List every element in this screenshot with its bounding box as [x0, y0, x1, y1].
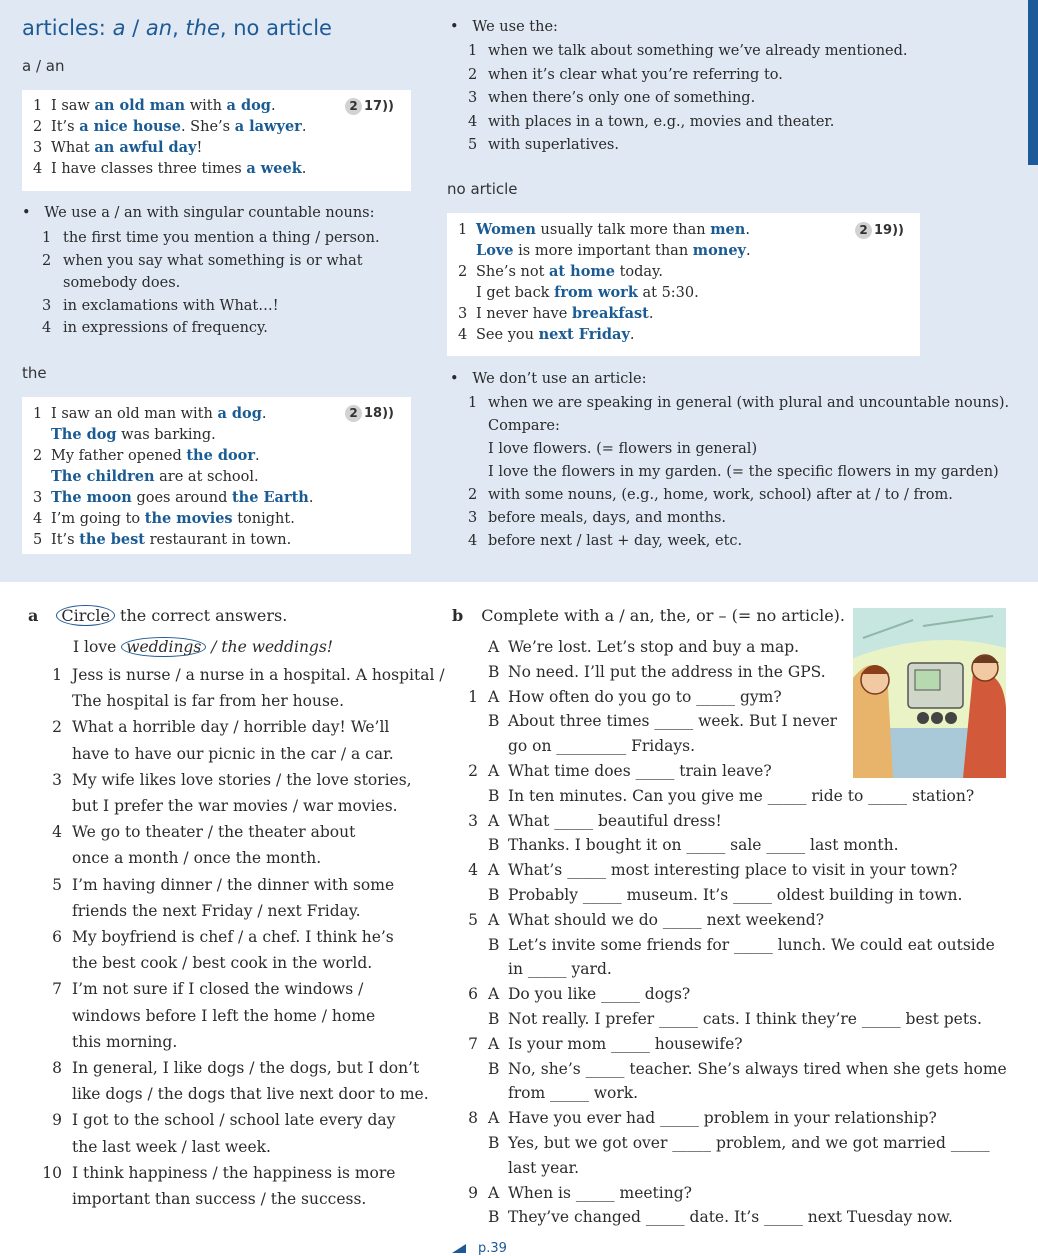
speaker-label: A — [488, 1034, 500, 1053]
highlighted-article-phrase: a dog — [217, 405, 262, 422]
example-text: . She’s — [180, 119, 235, 135]
item-text[interactable]: Do you like _____ dogs? — [508, 985, 691, 1004]
example-text: are at school. — [154, 469, 259, 485]
item-text: the last week / last week. — [72, 1137, 271, 1156]
audio-track-19[interactable]: 2 19)) — [855, 222, 904, 239]
example-line — [33, 446, 260, 466]
example-line — [33, 425, 216, 445]
example-line — [33, 96, 276, 116]
rule-line — [468, 508, 726, 528]
exercise-b-item — [454, 1083, 638, 1103]
item-number: 6 — [468, 985, 478, 1004]
exercise-a-item — [38, 822, 355, 842]
highlighted-article-phrase: an awful day — [94, 139, 197, 156]
item-text[interactable]: from _____ work. — [508, 1084, 639, 1103]
exercise-b-item — [454, 835, 899, 855]
item-text[interactable]: Let’s invite some friends for _____ lunch. We could eat outside — [508, 935, 995, 954]
exercise-b-item — [454, 1009, 982, 1029]
item-number: 2 — [468, 762, 478, 780]
example-number: 1 — [33, 406, 43, 422]
exercise-a-item — [38, 848, 321, 868]
exercise-b-item — [454, 662, 826, 682]
item-text: The hospital is far from her house. — [72, 692, 345, 711]
speaker-label: B — [488, 935, 500, 954]
item-text[interactable]: Probably _____ museum. It’s _____ oldest building in town. — [508, 886, 963, 904]
example-text: goes around — [131, 490, 232, 506]
exercise-b-item — [454, 959, 612, 979]
exercise-a-item — [38, 875, 394, 895]
speaker-label: A — [488, 985, 500, 1004]
rule-line — [468, 65, 783, 85]
item-text: I think happiness / the happiness is more — [72, 1163, 396, 1182]
example-number: 3 — [33, 140, 43, 156]
item-text[interactable]: What should we do _____ next weekend? — [508, 910, 825, 929]
exercise-b-item — [454, 736, 695, 756]
speaker-label: A — [488, 811, 500, 830]
example-line — [458, 325, 635, 345]
item-text: once a month / once the month. — [72, 849, 322, 868]
highlighted-article-phrase: from work — [554, 284, 638, 301]
rule-text: somebody does. — [63, 275, 181, 291]
rule-number: 4 — [42, 320, 52, 336]
exercise-a-item — [38, 953, 372, 973]
exercise-b-item — [454, 1034, 743, 1054]
example-line — [33, 138, 202, 158]
example-text: today. — [614, 264, 663, 280]
rule-line — [468, 439, 757, 459]
exercise-b-item — [454, 786, 974, 806]
rule-number: 4 — [468, 533, 478, 549]
example-line — [33, 509, 295, 529]
example-text: . — [308, 490, 314, 506]
speaker-label: B — [488, 1059, 500, 1078]
page-title: articles: a / an, the, no article — [22, 16, 332, 40]
item-number: 3 — [468, 811, 478, 830]
item-text[interactable]: Not really. I prefer _____ cats. I think they’re _____ best pets. — [508, 1010, 982, 1028]
item-text[interactable]: Thanks. I bought it on _____ sale _____ last month. — [508, 836, 899, 855]
exercise-a-item — [38, 1006, 375, 1026]
rule-line — [468, 462, 999, 482]
rule-number: 1 — [42, 230, 52, 246]
item-text: but I prefer the war movies / war movies. — [72, 797, 398, 815]
exercise-a-item — [38, 665, 445, 685]
exercise-b-item — [454, 637, 799, 657]
rule-text: before meals, days, and months. — [488, 510, 727, 526]
rule-line — [468, 41, 908, 61]
item-number: 10 — [42, 1163, 62, 1182]
example-text: . — [629, 327, 635, 343]
highlighted-article-phrase: at home — [549, 263, 615, 280]
highlighted-article-phrase: an old man — [94, 97, 186, 114]
item-text[interactable]: When is _____ meeting? — [508, 1183, 692, 1202]
example-text: ! — [196, 140, 203, 156]
rule-line — [468, 112, 834, 132]
item-text: I’m not sure if I closed the windows / — [72, 980, 364, 999]
example-line — [33, 159, 306, 179]
speaker-label: B — [488, 886, 500, 904]
exercise-b-item — [454, 711, 837, 731]
exercise-b-item — [454, 811, 722, 831]
example-text: I saw — [51, 98, 95, 114]
item-number: 1 — [52, 666, 62, 684]
highlighted-article-phrase: the movies — [144, 510, 233, 527]
speaker-label: B — [488, 786, 500, 805]
item-text[interactable]: What’s _____ most interesting place to visit in your town? — [508, 861, 958, 880]
rule-text: when we talk about something we’ve already mentioned. — [488, 43, 908, 59]
example-number: 4 — [458, 327, 468, 343]
example-text: . — [261, 406, 267, 422]
rule-text: I love flowers. (= flowers in general) — [488, 441, 758, 457]
rule-number: 1 — [468, 395, 478, 411]
example-text: . — [255, 448, 260, 464]
example-text: It’s — [51, 532, 80, 548]
the-rule-intro: • We use the: — [450, 19, 558, 35]
item-number: 3 — [52, 770, 62, 789]
item-text[interactable]: Yes, but we got over _____ problem, and we got married _____ — [508, 1134, 990, 1152]
highlighted-article-phrase: breakfast — [571, 305, 649, 322]
rule-line — [42, 228, 380, 248]
exercise-b-item — [454, 1108, 937, 1128]
exercise-a-item — [38, 691, 344, 711]
item-text: We go to theater / the theater about — [72, 823, 356, 842]
page-edge-tab — [1028, 0, 1038, 165]
example-text: . — [301, 119, 307, 135]
exercise-b-item — [454, 687, 782, 707]
highlighted-article-phrase: The dog — [51, 426, 117, 443]
example-text: . — [648, 306, 654, 322]
item-text[interactable]: In ten minutes. Can you give me _____ ride to _____ station? — [508, 786, 975, 805]
rule-text: I love the flowers in my garden. (= the specific flowers in my garden) — [488, 464, 999, 480]
example-number: 1 — [458, 222, 468, 238]
audio-track-17[interactable]: 2 17)) — [345, 98, 394, 115]
item-text[interactable]: Is your mom _____ housewife? — [508, 1034, 743, 1053]
exercise-a-item — [38, 717, 389, 737]
cd-icon: 2 — [345, 405, 362, 422]
rule-number: 2 — [468, 487, 478, 503]
page-arrow-icon — [452, 1244, 466, 1253]
item-text[interactable]: We’re lost. Let’s stop and buy a map. — [508, 638, 800, 656]
exercise-a-item — [38, 1110, 395, 1130]
exercise-b-item — [454, 1183, 692, 1203]
rule-text: Compare: — [488, 418, 560, 434]
example-number: 4 — [33, 161, 43, 177]
rule-line — [42, 318, 268, 338]
example-text: It’s — [51, 119, 80, 135]
speaker-label: A — [488, 861, 500, 880]
example-line — [458, 262, 663, 282]
example-text: . — [745, 243, 751, 259]
exercise-a-item — [38, 796, 398, 816]
rule-number: 3 — [468, 510, 478, 526]
rule-line — [42, 251, 363, 271]
exercise-a-example: I love weddings / the weddings! — [73, 638, 334, 656]
speaker-label: A — [488, 687, 500, 706]
example-text: I have classes three times — [51, 161, 247, 177]
speaker-label: B — [488, 1208, 500, 1227]
item-text[interactable]: What _____ beautiful dress! — [508, 811, 722, 830]
highlighted-article-phrase: a week — [246, 160, 302, 177]
highlighted-article-phrase: next Friday — [538, 326, 630, 343]
example-line — [33, 117, 306, 137]
no-article-rule-intro: • We don’t use an article: — [450, 371, 647, 387]
section-heading-a-an: a / an — [22, 57, 65, 75]
highlighted-article-phrase: Love — [476, 242, 514, 259]
example-text: usually talk more than — [535, 222, 711, 238]
item-number: 8 — [468, 1109, 478, 1128]
example-text: is more important than — [513, 243, 693, 259]
exercise-a-item — [38, 1189, 366, 1209]
item-text[interactable]: go on _________ Fridays. — [508, 737, 696, 756]
rule-number: 2 — [42, 252, 52, 269]
rule-line — [42, 273, 180, 293]
item-text[interactable]: in _____ yard. — [508, 960, 612, 979]
item-text: My boyfriend is chef / a chef. I think he’s — [72, 928, 394, 946]
highlighted-article-phrase: men — [710, 221, 746, 238]
item-text: I’m having dinner / the dinner with some — [72, 875, 395, 894]
cd-icon: 2 — [345, 98, 362, 115]
item-number: 1 — [468, 687, 478, 706]
car-gps-illustration — [853, 608, 1006, 778]
rule-line — [468, 531, 742, 551]
example-text: was barking. — [116, 427, 216, 443]
item-text[interactable]: They’ve changed _____ date. It’s _____ next Tuesday now. — [508, 1208, 953, 1227]
highlighted-article-phrase: a nice house — [79, 118, 181, 135]
example-line — [458, 241, 751, 261]
example-number: 3 — [458, 306, 468, 322]
item-text: friends the next Friday / next Friday. — [72, 901, 361, 920]
highlighted-article-phrase: the door — [186, 447, 255, 464]
section-heading-the: the — [22, 364, 47, 382]
item-number: 9 — [468, 1183, 478, 1202]
item-number: 7 — [468, 1034, 478, 1053]
item-text[interactable]: No need. I’ll put the address in the GPS. — [508, 662, 826, 681]
item-text: windows before I left the home / home — [72, 1006, 376, 1025]
rule-text: in expressions of frequency. — [63, 320, 268, 336]
example-text: I never have — [476, 306, 572, 322]
speaker-label: B — [488, 662, 500, 681]
circled-answer: weddings — [121, 637, 206, 657]
item-number: 4 — [52, 823, 62, 842]
rule-text: with superlatives. — [488, 137, 619, 153]
page-reference-link[interactable]: p.39 — [478, 1241, 507, 1256]
example-text: She’s not — [476, 264, 550, 280]
highlighted-article-phrase: the best — [79, 531, 145, 548]
speaker-label: B — [488, 1134, 500, 1152]
rule-line — [42, 296, 279, 316]
speaker-label: A — [488, 1109, 500, 1128]
item-text[interactable]: How often do you go to _____ gym? — [508, 687, 782, 706]
highlighted-article-phrase: a dog — [226, 97, 271, 114]
exercise-b-item — [454, 910, 824, 930]
highlighted-article-phrase: The moon — [51, 489, 132, 506]
item-number: 6 — [52, 928, 62, 946]
item-text: like dogs / the dogs that live next door to me. — [72, 1085, 429, 1104]
exercise-b-item — [454, 1133, 990, 1153]
speaker-label: A — [488, 762, 500, 780]
example-number: 3 — [33, 490, 43, 506]
example-text: What — [51, 140, 95, 156]
item-number: 8 — [52, 1059, 62, 1077]
rule-line — [468, 135, 619, 155]
exercise-b-item — [454, 1158, 579, 1178]
item-text: the best cook / best cook in the world. — [72, 954, 373, 973]
example-text: See you — [476, 327, 539, 343]
example-number: 4 — [33, 511, 43, 527]
audio-track-18[interactable]: 2 18)) — [345, 405, 394, 422]
rule-text: before next / last + day, week, etc. — [488, 533, 743, 549]
exercise-a-item — [38, 927, 394, 947]
rule-number: 3 — [468, 90, 478, 106]
item-text[interactable]: About three times _____ week. But I never — [508, 712, 838, 731]
highlighted-article-phrase: The children — [51, 468, 155, 485]
exercise-b-item — [454, 984, 690, 1004]
exercise-a-item — [38, 1032, 177, 1052]
rule-text: when we are speaking in general (with plural and uncountable nouns). — [488, 395, 1010, 411]
rule-text: when it’s clear what you’re referring to. — [488, 66, 783, 83]
rule-number: 1 — [468, 43, 478, 59]
sound-icon: )) — [382, 99, 394, 114]
item-number: 7 — [52, 980, 62, 999]
example-line — [33, 530, 291, 550]
example-text: I get back — [476, 285, 555, 301]
rule-number: 2 — [468, 66, 478, 83]
rule-line — [468, 416, 560, 436]
speaker-label: B — [488, 712, 500, 731]
exercise-a-header: a Circle the correct answers. — [28, 606, 288, 625]
example-text: tonight. — [232, 511, 295, 527]
exercise-a-item — [38, 770, 412, 790]
example-text: I saw an old man with — [51, 406, 218, 422]
example-number: 5 — [33, 532, 43, 548]
speaker-label: A — [488, 1183, 500, 1202]
rule-text: the first time you mention a thing / person. — [63, 230, 380, 246]
item-number: 5 — [52, 875, 62, 894]
exercise-a-item — [38, 1137, 271, 1157]
highlighted-article-phrase: the Earth — [231, 489, 309, 506]
example-text: restaurant in town. — [144, 532, 292, 548]
speaker-label: A — [488, 638, 500, 656]
rule-line — [468, 393, 1009, 413]
highlighted-article-phrase: a lawyer — [234, 118, 302, 135]
example-line — [33, 404, 266, 424]
item-number: 9 — [52, 1111, 62, 1130]
speaker-label: B — [488, 1010, 500, 1028]
highlighted-article-phrase: money — [692, 242, 746, 259]
item-text[interactable]: No, she’s _____ teacher. She’s always tired when she gets home — [508, 1059, 1007, 1078]
rule-text: when you say what something is or what — [63, 252, 363, 269]
example-line — [458, 220, 750, 240]
example-line — [458, 283, 699, 303]
example-line — [33, 467, 259, 487]
item-text[interactable]: Have you ever had _____ problem in your relationship? — [508, 1109, 937, 1128]
item-number: 5 — [468, 910, 478, 929]
item-number: 4 — [468, 861, 478, 880]
example-number: 2 — [458, 264, 468, 280]
a-an-rule-intro: • We use a / an with singular countable nouns: — [22, 205, 375, 221]
exercise-a-item — [38, 1058, 419, 1078]
example-text: I’m going to — [51, 511, 145, 527]
exercise-b-item — [454, 1059, 1007, 1079]
item-number: 2 — [52, 718, 62, 737]
exercise-b-item — [454, 860, 957, 880]
example-text: My father opened — [51, 448, 187, 464]
rule-number: 4 — [468, 113, 478, 130]
rule-line — [468, 88, 755, 108]
exercise-b-header: b Complete with a / an, the, or – (= no article). — [452, 606, 845, 625]
item-text: important than success / the success. — [72, 1190, 367, 1208]
item-text: this morning. — [72, 1032, 178, 1051]
exercise-a-item — [38, 979, 363, 999]
item-text: I got to the school / school late every day — [72, 1111, 396, 1130]
example-text: . — [270, 98, 276, 114]
example-text: with — [185, 98, 227, 114]
example-line — [33, 488, 313, 508]
example-text: . — [301, 161, 307, 177]
rule-text: with some nouns, (e.g., home, work, school) after at / to / from. — [488, 487, 953, 503]
rule-number: 3 — [42, 297, 52, 314]
item-text: have to have our picnic in the car / a car. — [72, 744, 394, 763]
speaker-label: A — [488, 910, 500, 929]
item-text: In general, I like dogs / the dogs, but I don’t — [72, 1059, 420, 1077]
example-number: 2 — [33, 448, 43, 464]
exercise-b-item — [454, 1207, 953, 1227]
item-text: Jess is nurse / a nurse in a hospital. A hospital / — [72, 666, 445, 684]
speaker-label: B — [488, 836, 500, 855]
cd-icon: 2 — [855, 222, 872, 239]
item-text[interactable]: What time does _____ train leave? — [508, 762, 772, 780]
sound-icon: )) — [382, 406, 394, 421]
example-text: at 5:30. — [637, 285, 699, 301]
sound-icon: )) — [892, 223, 904, 238]
section-heading-no-article: no article — [447, 180, 518, 198]
rule-number: 5 — [468, 137, 478, 153]
item-text: What a horrible day / horrible day! We’ll — [72, 718, 390, 737]
exercise-b-item — [454, 761, 772, 781]
exercise-a-item — [38, 1163, 395, 1183]
example-line — [458, 304, 654, 324]
example-number: 2 — [33, 119, 43, 135]
exercise-a-item — [38, 744, 394, 764]
example-number: 1 — [33, 98, 43, 114]
rule-text: when there’s only one of something. — [488, 90, 756, 106]
exercise-a-item — [38, 1084, 429, 1104]
rule-line — [468, 485, 953, 505]
exercise-b-item — [454, 935, 995, 955]
rule-text: in exclamations with What…! — [63, 297, 279, 314]
item-text[interactable]: last year. — [508, 1158, 580, 1177]
example-text: . — [745, 222, 750, 238]
rule-text: with places in a town, e.g., movies and theater. — [488, 113, 835, 130]
exercise-a-item — [38, 901, 361, 921]
exercise-b-item — [454, 885, 962, 905]
highlighted-article-phrase: Women — [476, 221, 536, 238]
item-text: My wife likes love stories / the love stories, — [72, 770, 412, 789]
